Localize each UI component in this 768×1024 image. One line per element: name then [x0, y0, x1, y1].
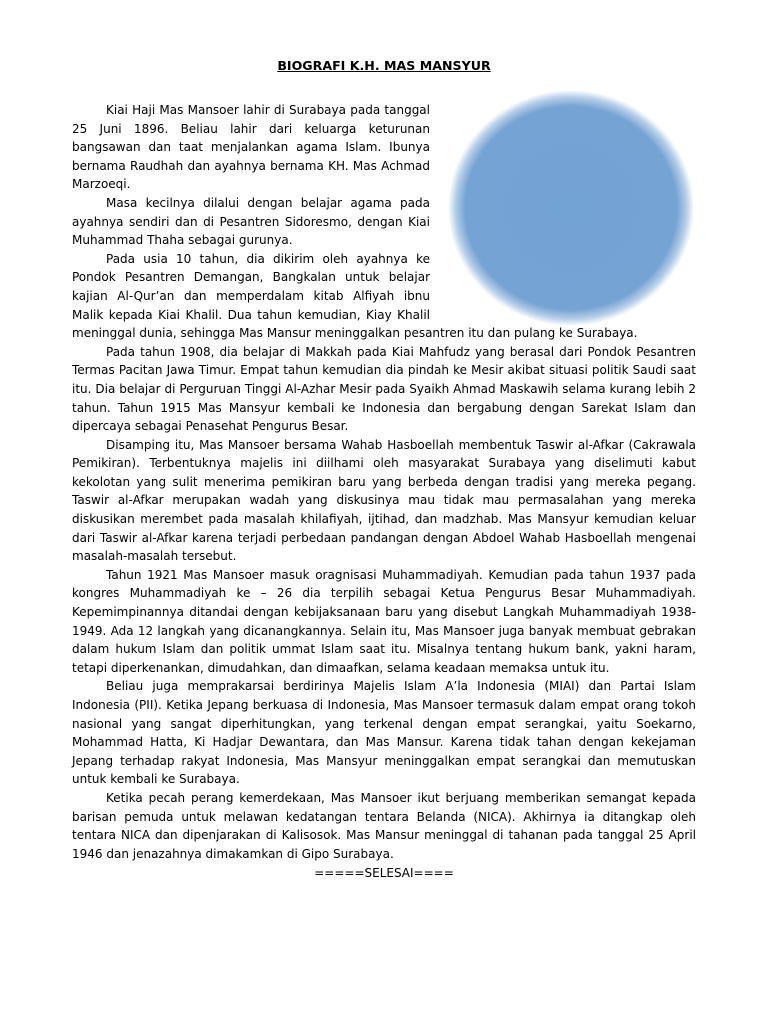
paragraph-pesantren-continued: meninggal dunia, sehingga Mas Mansur meninggalkan pesantren itu dan pulang ke Surabaya.: [72, 326, 638, 341]
paragraph-taswir-al-afkar: Disamping itu, Mas Mansoer bersama Wahab Hasboellah membentuk Taswir al-Afkar (Cakrawala Pemikiran). Terbentuknya majelis ini diilhami oleh masyarakat Surabaya yang diselimuti kabut kekolotan yang sulit menerima pemikiran baru yang berbeda dengan tradisi yang mereka pegang. Taswir al-Afkar merupakan wadah yang diskusinya mau tidak mau permasalahan yang mereka diskusikan merembet pada masalah khilafiyah, ijtihad, dan madzhab. Mas Mansyur kemudian keluar dari Taswir al-Afkar karena terjadi perbedaan pandangan dengan Abdoel Wahab Hasboellah mengenai masalah-masalah tersebut.: [72, 437, 696, 564]
paragraph-pesantren: Pada usia 10 tahun, dia dikirim oleh ayahnya ke Pondok Pesantren Demangan, Bangkalan untuk belajar kajian Al-Qur’an dan memperdalam kitab Alfiyah ibnu Malik kepada Kiai Khalil. Dua tahun kemudian, Kiay Khalil: [72, 251, 430, 322]
paragraph-miai: Beliau juga memprakarsai berdirinya Majelis Islam A’la Indonesia (MIAI) dan Partai Islam Indonesia (PII). Ketika Jepang berkuasa di Indonesia, Mas Mansoer termasuk dalam empat orang tokoh nasional yang sangat diperhitungkan, yang terkenal dengan empat serangkai, yaitu Soekarno, Mohammad Hatta, Ki Hadjar Dewantara, dan Mas Mansur. Karena tidak tahan dengan kekejaman Jepang terhadap rakyat Indonesia, Mas Mansyur meninggalkan empat serangkai dan memutuskan untuk kembali ke Surabaya.: [72, 679, 696, 787]
document-body: [72, 101, 696, 863]
paragraph-birth: Kiai Haji Mas Mansoer lahir di Surabaya pada tanggal 25 Juni 1896. Beliau lahir dari keluarga keturunan bangsawan dan taat menjalankan agama Islam. Ibunya bernama Raudhah dan ayahnya bernama KH. Mas Achmad Marzoeqi.: [72, 103, 430, 192]
end-mark: =====SELESAI====: [314, 866, 454, 880]
paragraph-childhood: Masa kecilnya dilalui dengan belajar agama pada ayahnya sendiri dan di Pesantren Sidoresmo, dengan Kiai Muhammad Thaha sebagai gurunya.: [72, 195, 430, 248]
document-page: [72, 0, 696, 1024]
paragraph-kemerdekaan: Ketika pecah perang kemerdekaan, Mas Mansoer ikut berjuang memberikan semangat kepada barisan pemuda untuk melawan kedatangan tentara Belanda (NICA). Akhirnya ia ditangkap oleh tentara NICA dan dipenjarakan di Kalisosok. Mas Mansur meninggal di tahanan pada tanggal 25 April 1946 dan jenazahnya dimakamkan di Gipo Surabaya.: [72, 790, 696, 861]
paragraph-makkah: Pada tahun 1908, dia belajar di Makkah pada Kiai Mahfudz yang berasal dari Pondok Pesantren Termas Pacitan Jawa Timur. Empat tahun kemudian dia pindah ke Mesir akibat situasi politik Saudi saat itu. Dia belajar di Perguruan Tinggi Al-Azhar Mesir pada Syaikh Ahmad Maskawih selama kurang lebih 2 tahun. Tahun 1915 Mas Mansyur kembali ke Indonesia dan bergabung dengan Sarekat Islam dan dipercaya sebagai Penasehat Pengurus Besar.: [72, 344, 696, 434]
paragraph-muhammadiyah: Tahun 1921 Mas Mansoer masuk oragnisasi Muhammadiyah. Kemudian pada tahun 1937 pada kongres Muhammadiyah ke – 26 dia terpilih sebagai Ketua Pengurus Besar Muhammadiyah. Kepemimpinannya ditandai dengan kebijaksanaan baru yang disebut Langkah Muhammadiyah 1938-1949. Ada 12 langkah yang dicanangkannya. Selain itu, Mas Mansoer juga banyak membuat gebrakan dalam hukum Islam dan politik ummat Islam saat itu. Misalnya tentang hukum bank, yakni haram, tetapi diperkenankan, dimudahkan, dan dimaafkan, selama keadaan memaksa untuk itu.: [72, 567, 696, 675]
document-title: BIOGRAFI K.H. MAS MANSYUR: [277, 58, 491, 73]
